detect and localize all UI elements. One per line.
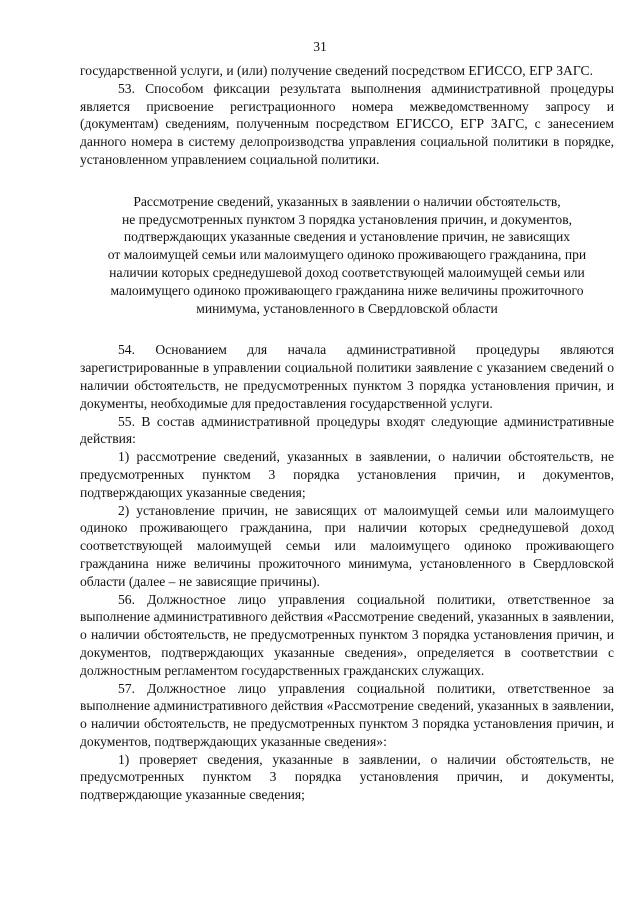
paragraph-continuation: государственной услуги, и (или) получение сведений посредством ЕГИССО, ЕГР ЗАГС. <box>80 63 593 78</box>
heading-line: минимума, установленного в Свердловской области <box>196 300 498 316</box>
page-number: 31 <box>313 39 327 54</box>
paragraph-55-item-2: 2) установление причин, не зависящих от малоимущей семьи или малоимущего одиноко проживающего гражданина, при наличии которых среднедушевой доход соответствующей малоимущей семьи или малоимущего одиноко проживающего гражданина ниже величины прожиточного минимума, установленного в Свердловской области (далее – не зависящие причины). <box>80 502 614 589</box>
paragraph-56: 56. Должностное лицо управления социальной политики, ответственное за выполнение административного действия «Рассмотрение сведений, указанных в заявлении, о наличии обстоятельств, не предусмотренных пунктом 3 порядка установления причин, и документов, подтверждающих указанные сведения», определяется в соответствии с должностным регламентом государственных гражданских служащих. <box>80 591 614 678</box>
heading-line: Рассмотрение сведений, указанных в заявлении о наличии обстоятельств, <box>133 193 561 209</box>
heading-line: не предусмотренных пунктом 3 порядка установления причин, и документов, <box>121 211 573 227</box>
section-heading <box>80 193 614 318</box>
heading-line: малоимущего одиноко проживающего гражданина ниже величины прожиточного <box>110 282 584 298</box>
paragraph-57: 57. Должностное лицо управления социальной политики, ответственное за выполнение административного действия «Рассмотрение сведений, указанных в заявлении, о наличии обстоятельств, не предусмотренных пунктом 3 порядка установления причин, и документов, подтверждающих указанные сведения»: <box>80 680 614 749</box>
paragraph-57-item-1: 1) проверяет сведения, указанные в заявлении, о наличии обстоятельств, не предусмотренных пунктом 3 порядка установления причин, и документы, подтверждающие указанные сведения; <box>80 751 614 803</box>
heading-line: подтверждающих указанные сведения и установление причин, не зависящих <box>123 229 571 245</box>
paragraph-55: 55. В состав административной процедуры входят следующие административные действия: <box>80 413 614 447</box>
document-body <box>80 62 614 804</box>
paragraph-54: 54. Основанием для начала административной процедуры являются зарегистрированные в управлении социальной политики заявление с указанием сведений о наличии обстоятельств, не предусмотренных пунктом 3 порядка установления причин, и документы, необходимые для предоставления государственной услуги. <box>80 342 614 411</box>
heading-line: наличии которых среднедушевой доход соответствующей малоимущей семьи или <box>109 264 585 280</box>
paragraph-53: 53. Способом фиксации результата выполнения административной процедуры является присвоение регистрационного номера межведомственному запросу и (документам) сведениям, полученным посредством ЕГИССО, ЕГР ЗАГС, с занесением данного номера в систему делопроизводства управления социальной политики в порядке, установленном управлением социальной политики. <box>80 80 614 167</box>
heading-line: от малоимущей семьи или малоимущего одиноко проживающего гражданина, при <box>107 247 587 263</box>
paragraph-55-item-1: 1) рассмотрение сведений, указанных в заявлении, о наличии обстоятельств, не предусмотренных пунктом 3 порядка установления причин, и документов, подтверждающих указанные сведения; <box>80 449 614 500</box>
